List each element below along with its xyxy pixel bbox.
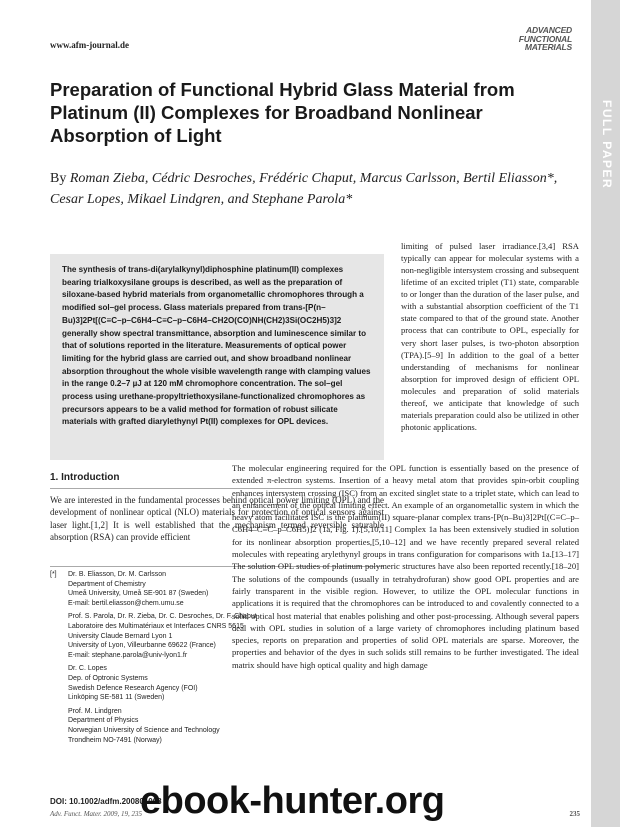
footer-citation: Adv. Funct. Mater. 2009, 19, 235 [50, 810, 143, 818]
affiliation-block: Prof. M. Lindgren Department of Physics Norwegian University of Science and Technology Trondheim NO-7491 (Norway) [68, 707, 220, 744]
affiliation-mark: [*] [50, 571, 57, 578]
body-text-continued: The molecular engineering required for the OPL function is essentially based on the presence of extended π-electron systems. Insertion of a heavy metal atom that provides spin-orbit coupling enhances intersystem crossing (ISC) from an excited singlet state to a triplet state, which can lead to an enhancement of the optical limiting effect. An example of an organometallic system in which the heavy atom facilitates ISC is the platinum(II) square-planar complex trans-[P(n–Bu)3]2Pt[(C≡C–p–C6H4–C≡C–p–C6H5)]2 (1a, Fig. 1).[5,10,11] Complex 1a has been extensively studied in solution for its nonlinear absorption properties,[5,10–12] and we have recently prepared several related molecules with repeating arylethynyl groups in trans configuration for comparisons with 1a.[13–17] The solution OPL studies of platinum polymeric structures have also been reported recently.[18–20] The solutions of the compounds (usually in tetrahydrofuran) show good OPL properties and are fairly transparent in the visible region. However, to utilize the OPL molecular functions in applications it is required that the chromophores can be introduced to and covalently connected to a solid optical host material that enables polishing and other post-processing. Although several papers deal with OPL studies in solution of a large variety of chromophores including platinum based species, reports on preparation and properties of solid OPL materials are sparse. Moreover, the properties and behavior of the dyes in such solids still remains to be further investigated. The ideal matrix should have high optical quality and high damage [232, 463, 579, 670]
affiliation-block: Dr. B. Eliasson, Dr. M. Carlsson Department of Chemistry Umeå University, Umeå SE-901 87 (Sweden) E-mail: bertil.eliasson@chem.umu.se [68, 571, 209, 607]
abstract-box [50, 254, 384, 460]
journal-logo [496, 26, 572, 52]
section-heading-introduction: 1. Introduction [50, 472, 120, 483]
author-names: Roman Zieba, Cédric Desroches, Frédéric Chaput, Marcus Carlsson, Bertil Eliasson*, Cesar Lopes, Mikael Lindgren, and Stephane Parola* [50, 171, 558, 207]
side-tab-text: FULL PAPER [600, 100, 614, 190]
logo-line-3: MATERIALS [524, 42, 572, 52]
affiliation-block: Dr. C. Lopes Dep. of Optronic Systems Swedish Defence Research Agency (FOI) Linköping SE-581 11 (Sweden) [68, 665, 198, 702]
affiliation-block: Prof. S. Parola, Dr. R. Zieba, Dr. C. Desroches, Dr. F. Chaput Laboratoire des Multimatériaux et Interfaces CNRS 5615 University Claude Bernard Lyon 1 University of Lyon, Villeurbanne 69622 (France) E-mail: stephane.parola@univ-lyon1.fr [68, 613, 257, 659]
doi-label: DOI: 10.1002/adfm.200801008 [50, 797, 162, 806]
abstract-text: The synthesis of trans-di(arylalkynyl)diphosphine platinum(II) complexes bearing trialkoxysilane groups is described, as well as the preparation of siloxane-based hybrid materials from organometallic chromophores through a modified sol–gel process. Glass materials prepared from trans-[P(n–Bu)3]2Pt[(C≡C–p–C6H4–C≡C–p–C6H4–CH2O(CO)NH(CH2)3Si(OC2H5)3]2 generally show spectral transmittance, absorption and luminescence similar to that of solutions reported in the literature. Measurements of optical power limiting for the hybrid glass are carried out, and show broadband nonlinear absorption throughout the whole visible wavelength range with clamping values in the range 0.2–7 µJ at 120 mM chromophore concentration. The sol–gel process using urethane-propyltriethoxysilane-functionalized chromophores as precursors appears to be a valid method for formation of robust silicate materials with grafted diarylethynyl Pt(II) complexes for OPL devices. [62, 265, 371, 427]
logo-line-1: ADVANCED [526, 25, 572, 35]
author-list [50, 168, 580, 210]
intro-paragraph: We are interested in the fundamental processes behind optical power limiting (OPL) and the development of nonlinear optical (NLO) materials for protection of optical sensors against laser light.[1,2] It is well established that the mechanism termed reversible saturable absorption (RSA) can provide efficient [50, 495, 384, 542]
by-label: By [50, 171, 67, 186]
watermark: ebook-hunter.org [140, 780, 445, 822]
journal-url[interactable]: www.afm-journal.de [50, 40, 129, 50]
page-number: 235 [569, 810, 580, 818]
paper-title: Preparation of Functional Hybrid Glass Material from Platinum (II) Complexes for Broadband Nonlinear Absorption of Light [50, 79, 515, 146]
side-tab-label [594, 100, 616, 220]
right-column-text: limiting of pulsed laser irradiance.[3,4] RSA typically can appear for molecular systems with a non-negligible intersystem crossing and subsequent lifetime of an excited triplet (T1) state, comparable to or longer than the duration of the laser pulse, and with a substantial absorption coefficient of the T1 state compared to that of the ground state. Another process that can contribute to OPL, especially for very short laser pulses, is two-photon absorption (TPA).[5–9] In addition to the goal of a better understanding of mechanisms for nonlinear absorption for improved design of efficient OPL molecules and preparation of solid materials thereof, we anticipate that knowledge of such materials preparation could also be utilized in other photonic applications. [401, 241, 579, 432]
logo-line-2: FUNCTIONAL [518, 33, 572, 44]
